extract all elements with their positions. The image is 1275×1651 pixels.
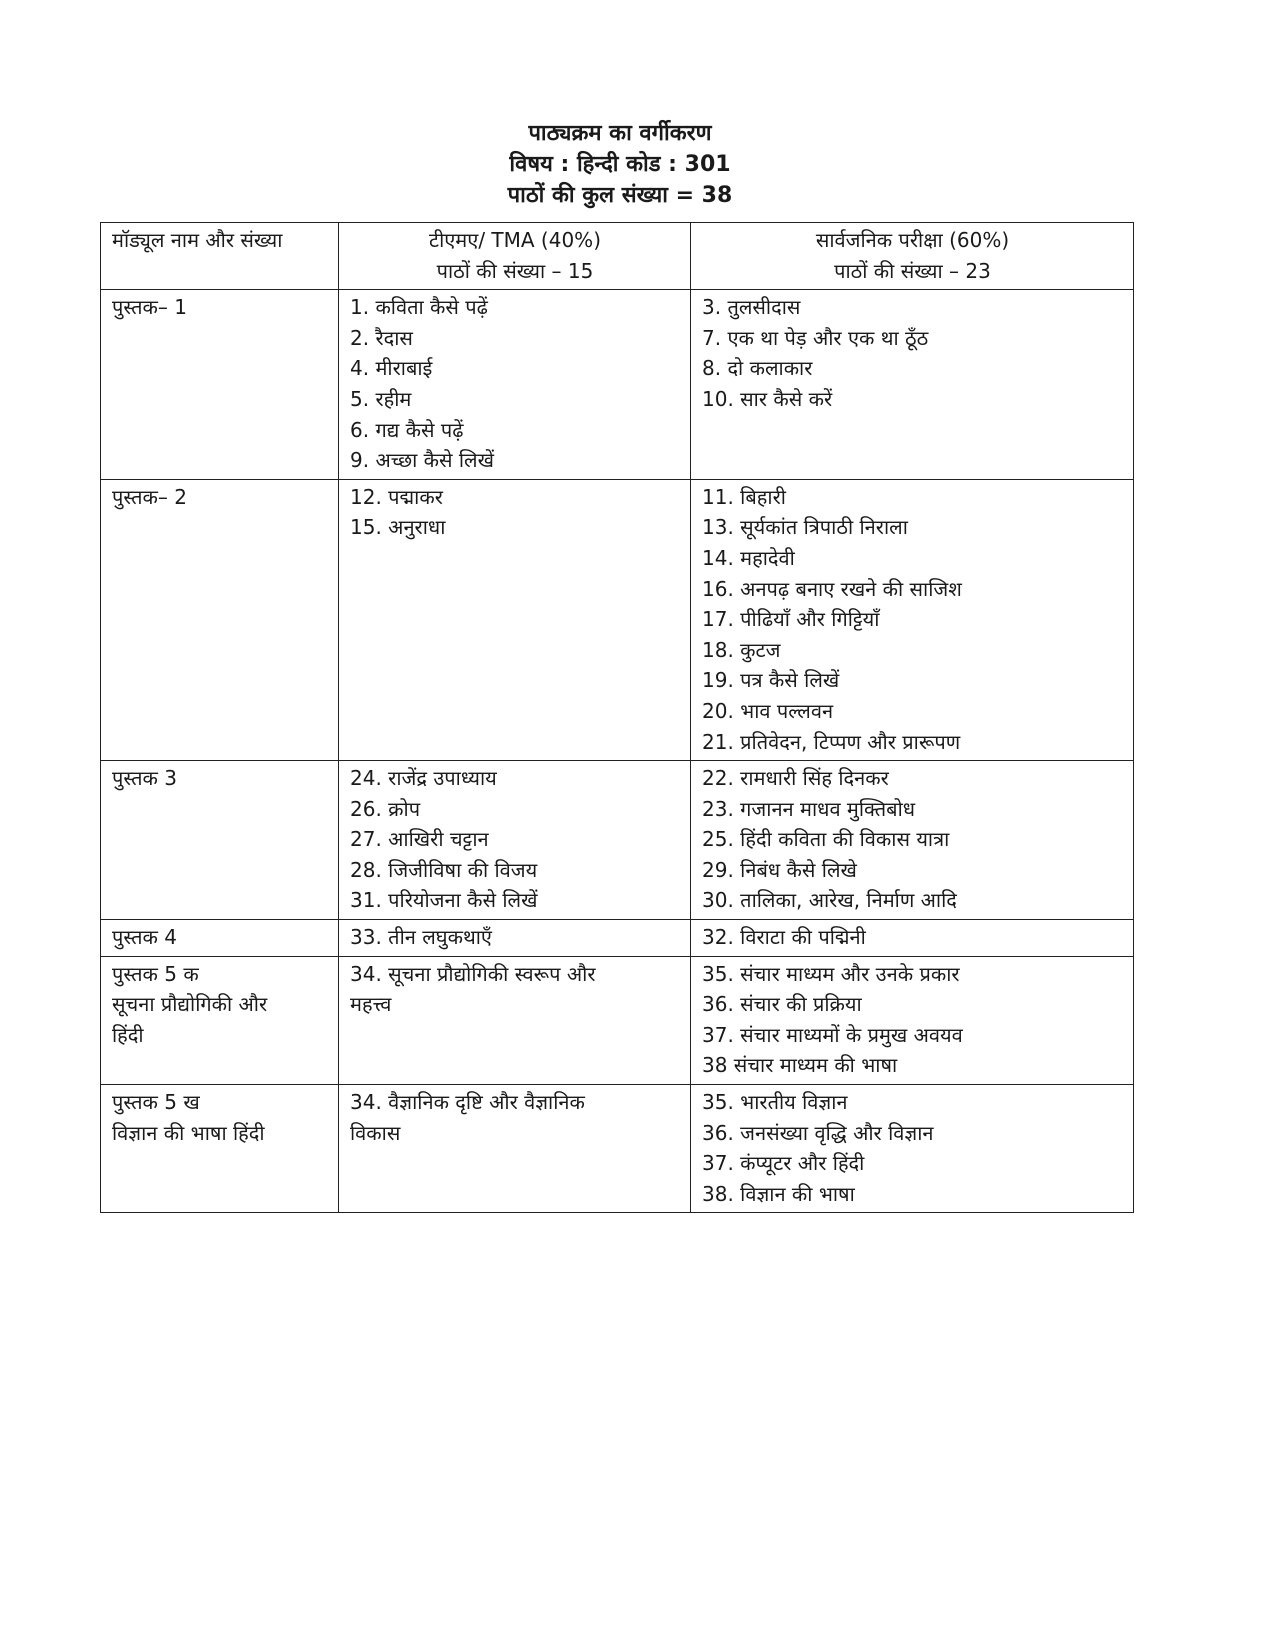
exam-cell <box>691 920 1134 957</box>
lesson-item: 38 संचार माध्यम की भाषा <box>702 1053 898 1078</box>
exam-cell <box>691 479 1134 760</box>
curriculum-table <box>100 222 1134 1213</box>
lesson-item: 19. पत्र कैसे लिखें <box>702 668 840 693</box>
table-body <box>101 290 1134 1213</box>
lesson-item: 25. हिंदी कविता की विकास यात्रा <box>702 827 950 852</box>
module-name-line: सूचना प्रौद्योगिकी और <box>112 992 268 1017</box>
module-cell <box>101 956 339 1084</box>
lesson-item: 16. अनपढ़ बनाए रखने की साजिश <box>702 576 962 601</box>
module-name-line: विज्ञान की भाषा हिंदी <box>112 1120 265 1145</box>
lesson-item: 17. पीढियाँ और गिट्टियाँ <box>702 607 880 632</box>
lesson-item: 35. संचार माध्यम और उनके प्रकार <box>702 961 960 986</box>
lesson-item: 23. गजानन माधव मुक्तिबोध <box>702 796 916 821</box>
lesson-item: 8. दो कलाकार <box>702 356 813 381</box>
lesson-item: 2. रैदास <box>350 325 413 350</box>
lesson-item: 35. भारतीय विज्ञान <box>702 1090 848 1115</box>
tma-lesson-count: पाठों की संख्या – 15 <box>436 258 594 283</box>
lesson-item: 11. बिहारी <box>702 484 786 509</box>
lesson-item: महत्त्व <box>350 992 392 1017</box>
lesson-item: 18. कुटज <box>702 637 781 662</box>
lesson-item: विकास <box>350 1120 401 1145</box>
lesson-item: 32. विराटा की पद्मिनी <box>702 925 866 950</box>
table-row <box>101 479 1134 760</box>
tma-cell <box>339 956 691 1084</box>
tma-cell <box>339 1085 691 1213</box>
lesson-item: 38. विज्ञान की भाषा <box>702 1181 855 1206</box>
exam-cell <box>691 290 1134 480</box>
module-name-line: पुस्तक 3 <box>112 766 177 791</box>
exam-cell <box>691 956 1134 1084</box>
exam-column-header <box>691 223 1134 290</box>
lesson-item: 27. आखिरी चट्टान <box>350 827 489 852</box>
module-name-line: पुस्तक– 2 <box>112 484 187 509</box>
lesson-item: 14. महादेवी <box>702 545 795 570</box>
module-column-header: मॉड्यूल नाम और संख्या <box>101 223 339 290</box>
lesson-item: 37. संचार माध्यमों के प्रमुख अवयव <box>702 1022 963 1047</box>
table-row <box>101 956 1134 1084</box>
lesson-item: 30. तालिका, आरेख, निर्माण आदि <box>702 888 957 913</box>
tma-cell <box>339 290 691 480</box>
lesson-item: 31. परियोजना कैसे लिखें <box>350 888 538 913</box>
lesson-item: 3. तुलसीदास <box>702 295 801 320</box>
lesson-item: 4. मीराबाई <box>350 356 433 381</box>
module-name-line: पुस्तक 5 ख <box>112 1090 200 1115</box>
lesson-item: 34. वैज्ञानिक दृष्टि और वैज्ञानिक <box>350 1090 585 1115</box>
lesson-item: 7. एक था पेड़ और एक था ठूँठ <box>702 325 929 350</box>
exam-cell <box>691 1085 1134 1213</box>
lesson-item: 13. सूर्यकांत त्रिपाठी निराला <box>702 515 908 540</box>
document-title: पाठ्यक्रम का वर्गीकरण <box>528 121 712 146</box>
lesson-item: 5. रहीम <box>350 386 412 411</box>
table-header-row <box>101 223 1134 290</box>
lesson-item: 1. कविता कैसे पढ़ें <box>350 295 488 320</box>
lesson-item: 24. राजेंद्र उपाध्याय <box>350 766 497 791</box>
module-name-line: पुस्तक 4 <box>112 925 177 950</box>
lesson-item: 21. प्रतिवेदन, टिप्पण और प्रारूपण <box>702 729 961 754</box>
module-cell <box>101 1085 339 1213</box>
tma-cell <box>339 479 691 760</box>
lesson-item: 36. जनसंख्या वृद्धि और विज्ञान <box>702 1120 934 1145</box>
module-cell <box>101 479 339 760</box>
lesson-item: 15. अनुराधा <box>350 515 446 540</box>
lesson-item: 28. जिजीविषा की विजय <box>350 857 538 882</box>
lesson-item: 36. संचार की प्रक्रिया <box>702 992 862 1017</box>
document-header <box>0 118 1240 211</box>
tma-column-header <box>339 223 691 290</box>
lesson-item: 37. कंप्यूटर और हिंदी <box>702 1151 865 1176</box>
lesson-item: 26. क्रोप <box>350 796 421 821</box>
lesson-item: 20. भाव पल्लवन <box>702 698 834 723</box>
exam-header-label: सार्वजनिक परीक्षा (60%) <box>815 228 1010 252</box>
module-name-line: पुस्तक– 1 <box>112 295 187 320</box>
exam-lesson-count: पाठों की संख्या – 23 <box>834 258 991 283</box>
module-name-line: हिंदी <box>112 1022 144 1047</box>
table-row <box>101 1085 1134 1213</box>
module-cell <box>101 290 339 480</box>
tma-cell <box>339 920 691 957</box>
module-cell <box>101 761 339 920</box>
module-cell <box>101 920 339 957</box>
tma-cell <box>339 761 691 920</box>
tma-header-label: टीएमए/ TMA (40%) <box>428 228 601 252</box>
table-row <box>101 920 1134 957</box>
lesson-item: 22. रामधारी सिंह दिनकर <box>702 766 889 791</box>
lesson-item: 29. निबंध कैसे लिखे <box>702 857 857 882</box>
module-name-line: पुस्तक 5 क <box>112 961 199 986</box>
table-row <box>101 290 1134 480</box>
subject-code-line: विषय : हिन्दी कोड : 301 <box>509 152 731 177</box>
lesson-item: 34. सूचना प्रौद्योगिकी स्वरूप और <box>350 961 596 986</box>
exam-cell <box>691 761 1134 920</box>
lesson-item: 9. अच्छा कैसे लिखें <box>350 448 494 473</box>
lesson-item: 10. सार कैसे करें <box>702 386 833 411</box>
lesson-item: 33. तीन लघुकथाएँ <box>350 925 492 950</box>
total-lessons-line: पाठों की कुल संख्या = 38 <box>507 183 733 208</box>
lesson-item: 6. गद्य कैसे पढ़ें <box>350 417 464 442</box>
lesson-item: 12. पद्माकर <box>350 484 443 509</box>
table-row <box>101 761 1134 920</box>
